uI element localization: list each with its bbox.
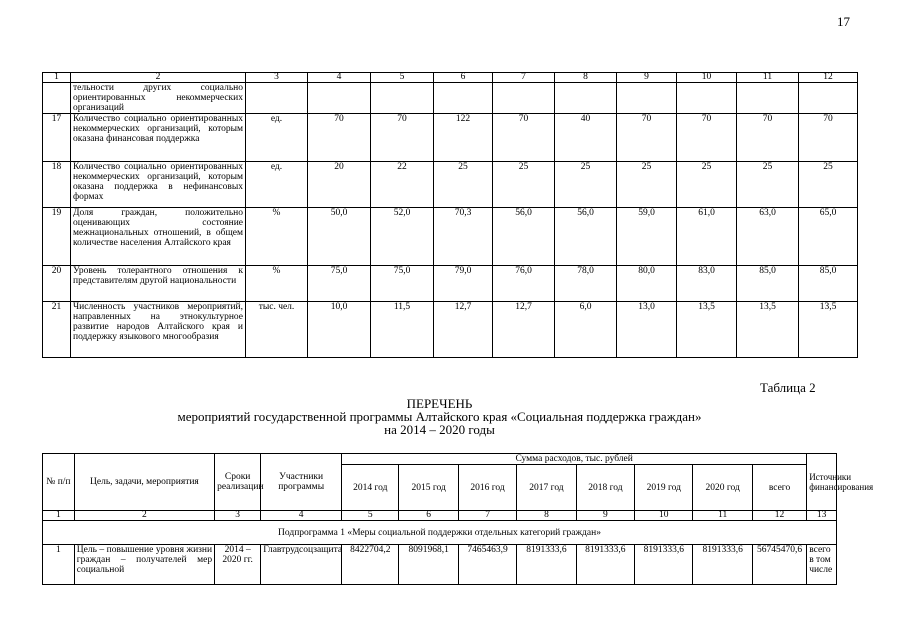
col-number: 1: [43, 73, 71, 83]
col-number: 7: [493, 73, 555, 83]
col-number: 11: [693, 511, 752, 521]
row-value: 25: [493, 162, 555, 208]
row-value: 70: [493, 114, 555, 162]
row-value: 78,0: [555, 266, 617, 302]
table-row: [43, 83, 858, 114]
col-number: 5: [371, 73, 434, 83]
row-val: 8422704,2: [342, 545, 399, 585]
header-participants: Участники программы: [261, 454, 342, 511]
header-sum: Сумма расходов, тыс. рублей: [342, 454, 807, 465]
col-number: 11: [737, 73, 799, 83]
table-row: [43, 208, 858, 266]
row-value: [799, 83, 858, 114]
row-value: [371, 83, 434, 114]
col-number: 3: [215, 511, 261, 521]
row-value: 56,0: [493, 208, 555, 266]
col-number: 1: [43, 511, 75, 521]
row-num: 18: [43, 162, 71, 208]
row-num: 20: [43, 266, 71, 302]
row-value: 59,0: [617, 208, 677, 266]
row-value: 70: [371, 114, 434, 162]
row-num: [43, 83, 71, 114]
row-text: Доля граждан, положительно оценивающих состояние межнациональных отношений, в общем количестве населения Алтайского края: [71, 208, 246, 266]
row-val: 8191333,6: [693, 545, 752, 585]
col-number: 6: [434, 73, 493, 83]
col-number: 4: [308, 73, 371, 83]
row-value: 75,0: [308, 266, 371, 302]
row-val: 8091968,1: [399, 545, 458, 585]
col-number: 10: [635, 511, 693, 521]
row-value: 61,0: [677, 208, 737, 266]
col-number: 2: [71, 73, 246, 83]
row-val: 8191333,6: [517, 545, 576, 585]
row-value: 11,5: [371, 302, 434, 358]
row-value: 79,0: [434, 266, 493, 302]
row-unit: тыс. чел.: [246, 302, 308, 358]
row-text: Количество социально ориентированных некоммерческих организаций, которым оказана финансовая поддержка: [71, 114, 246, 162]
row-num: 21: [43, 302, 71, 358]
indicators-table: [42, 72, 858, 358]
row-source-total: всего: [809, 545, 831, 555]
header-num: № п/п: [43, 454, 75, 511]
row-value: 85,0: [799, 266, 858, 302]
col-number: 9: [617, 73, 677, 83]
table-2-label: Таблица 2: [760, 380, 816, 395]
row-value: 25: [555, 162, 617, 208]
row-value: 22: [371, 162, 434, 208]
row-val: 8191333,6: [576, 545, 634, 585]
header-terms: Сроки реализации: [215, 454, 261, 511]
col-number: 2: [74, 511, 214, 521]
measures-table: [42, 453, 874, 585]
row-value: [677, 83, 737, 114]
row-value: 83,0: [677, 266, 737, 302]
row-value: 70: [737, 114, 799, 162]
row-text: Уровень толерантного отношения к представителям другой национальности: [71, 266, 246, 302]
row-value: 20: [308, 162, 371, 208]
header-year: 2018 год: [576, 465, 634, 511]
row-value: 65,0: [799, 208, 858, 266]
row-value: [308, 83, 371, 114]
col-number: 12: [752, 511, 806, 521]
row-text: тельности других социально ориентированных некоммерческих организаций: [71, 83, 246, 114]
row-value: [617, 83, 677, 114]
row-num: 1: [43, 545, 75, 585]
header-year: 2016 год: [458, 465, 516, 511]
row-value: 63,0: [737, 208, 799, 266]
row-unit: [246, 83, 308, 114]
header-year: 2019 год: [635, 465, 693, 511]
col-number: 13: [807, 511, 837, 521]
list-subtitle: мероприятий государственной программы Алтайского края «Социальная поддержка граждан»: [177, 409, 702, 424]
row-value: 50,0: [308, 208, 371, 266]
row-value: [434, 83, 493, 114]
row-value: 10,0: [308, 302, 371, 358]
row-value: 25: [799, 162, 858, 208]
col-number: 5: [342, 511, 399, 521]
row-value: 80,0: [617, 266, 677, 302]
row-value: 13,5: [799, 302, 858, 358]
header-goal: Цель, задачи, мероприятия: [74, 454, 214, 511]
row-val: 7465463,9: [458, 545, 516, 585]
row-value: 12,7: [493, 302, 555, 358]
col-number: 6: [399, 511, 458, 521]
row-value: [737, 83, 799, 114]
row-value: 13,0: [617, 302, 677, 358]
table-row: [43, 162, 858, 208]
col-number: 8: [555, 73, 617, 83]
list-period: на 2014 – 2020 годы: [384, 422, 495, 437]
row-participants: Главтрудсоцзащита: [261, 545, 342, 585]
row-value: 13,5: [677, 302, 737, 358]
row-value: 70,3: [434, 208, 493, 266]
row-val: 8191333,6: [635, 545, 693, 585]
header-year: 2020 год: [693, 465, 752, 511]
header-year: всего: [752, 465, 806, 511]
header-year: 2015 год: [399, 465, 458, 511]
row-terms: 2014 – 2020 гг.: [215, 545, 261, 585]
row-value: 12,7: [434, 302, 493, 358]
row-value: 85,0: [737, 266, 799, 302]
row-value: 6,0: [555, 302, 617, 358]
row-val: 56745470,6: [752, 545, 806, 585]
row-value: 70: [799, 114, 858, 162]
row-value: 13,5: [737, 302, 799, 358]
row-value: 25: [677, 162, 737, 208]
row-unit: ед.: [246, 114, 308, 162]
row-value: 122: [434, 114, 493, 162]
row-value: 25: [737, 162, 799, 208]
col-number: 12: [799, 73, 858, 83]
col-number: 3: [246, 73, 308, 83]
header-year: 2014 год: [342, 465, 399, 511]
row-value: [555, 83, 617, 114]
table-row: [43, 266, 858, 302]
row-num: 19: [43, 208, 71, 266]
row-unit: %: [246, 208, 308, 266]
row-unit: %: [246, 266, 308, 302]
row-value: 52,0: [371, 208, 434, 266]
row-value: 75,0: [371, 266, 434, 302]
row-text: Количество социально ориентированных некоммерческих организаций, которым оказана поддержка в нефинансовых формах: [71, 162, 246, 208]
row-unit: ед.: [246, 162, 308, 208]
col-number: 8: [517, 511, 576, 521]
row-value: 70: [308, 114, 371, 162]
row-goal: Цель – повышение уровня жизни граждан – получателей мер социальной: [74, 545, 214, 585]
row-source: [807, 545, 837, 585]
col-number: 9: [576, 511, 634, 521]
col-number: 4: [261, 511, 342, 521]
header-year: 2017 год: [517, 465, 576, 511]
col-number: 7: [458, 511, 516, 521]
table-row: [43, 114, 858, 162]
row-value: 76,0: [493, 266, 555, 302]
row-value: 70: [617, 114, 677, 162]
table-row: [43, 302, 858, 358]
row-num: 17: [43, 114, 71, 162]
row-source-incl: в том числе: [809, 555, 833, 575]
page-number: 17: [837, 14, 850, 29]
list-title: ПЕРЕЧЕНЬ: [406, 396, 473, 411]
row-value: 25: [434, 162, 493, 208]
subprogram-row: Подпрограмма 1 «Меры социальной поддержки отдельных категорий граждан»: [43, 521, 837, 545]
row-value: 25: [617, 162, 677, 208]
col-number: 10: [677, 73, 737, 83]
header-source: Источники финансирования: [807, 454, 837, 511]
row-text: Численность участников мероприятий, направленных на этнокультурное развитие народов Алтайского края и поддержку языкового многообразия: [71, 302, 246, 358]
row-value: 40: [555, 114, 617, 162]
row-value: 56,0: [555, 208, 617, 266]
row-value: 70: [677, 114, 737, 162]
row-value: [493, 83, 555, 114]
